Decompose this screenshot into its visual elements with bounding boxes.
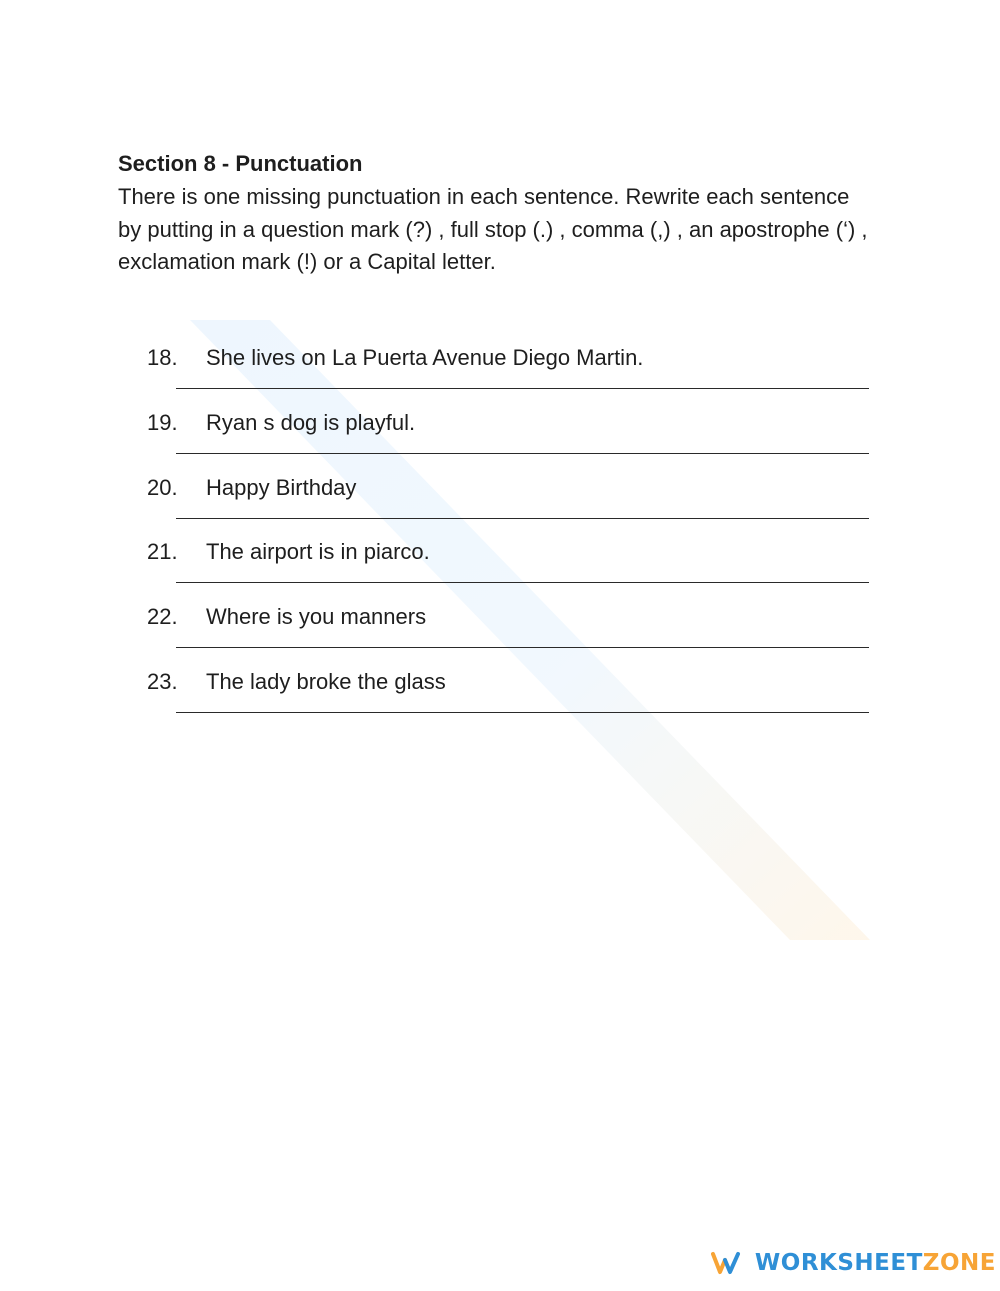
question-number: 20. <box>147 475 178 500</box>
question-item <box>0 538 1000 603</box>
question-sentence: Happy Birthday <box>206 475 357 500</box>
question-item <box>0 603 1000 668</box>
question-item <box>0 409 1000 474</box>
brand-name-part1: WORKSHEET <box>754 1250 923 1276</box>
question-number: 21. <box>147 539 178 564</box>
question-sentence: The airport is in piarco. <box>206 539 430 564</box>
question-item <box>0 474 1000 539</box>
question-sentence: Ryan s dog is playful. <box>206 410 416 435</box>
answer-line[interactable] <box>176 647 869 648</box>
question-number: 23. <box>147 669 178 694</box>
question-item <box>0 344 1000 409</box>
answer-line[interactable] <box>176 453 869 454</box>
brand-name-part2: ZONE <box>922 1250 996 1276</box>
section-title: Section 8 - Punctuation <box>118 151 363 176</box>
instructions-text: There is one missing punctuation in each sentence. Rewrite each sentence by putting in a question mark (?) , full stop (.) , comma (,) , an apostrophe (‘) , exclamation mark (!) or a Capital letter. <box>118 184 868 274</box>
question-number: 18. <box>147 345 178 370</box>
question-number: 22. <box>147 604 178 629</box>
question-number: 19. <box>147 410 178 435</box>
question-sentence: The lady broke the glass <box>206 669 446 694</box>
question-sentence: She lives on La Puerta Avenue Diego Martin. <box>206 345 644 370</box>
question-item <box>0 668 1000 733</box>
question-sentence: Where is you manners <box>206 604 427 629</box>
answer-line[interactable] <box>176 582 869 583</box>
worksheetzone-brand[interactable] <box>711 1249 996 1277</box>
brand-name <box>755 1249 996 1277</box>
answer-line[interactable] <box>176 388 869 389</box>
answer-line[interactable] <box>176 518 869 519</box>
answer-line[interactable] <box>176 712 869 713</box>
worksheetzone-logo-icon <box>711 1250 747 1276</box>
